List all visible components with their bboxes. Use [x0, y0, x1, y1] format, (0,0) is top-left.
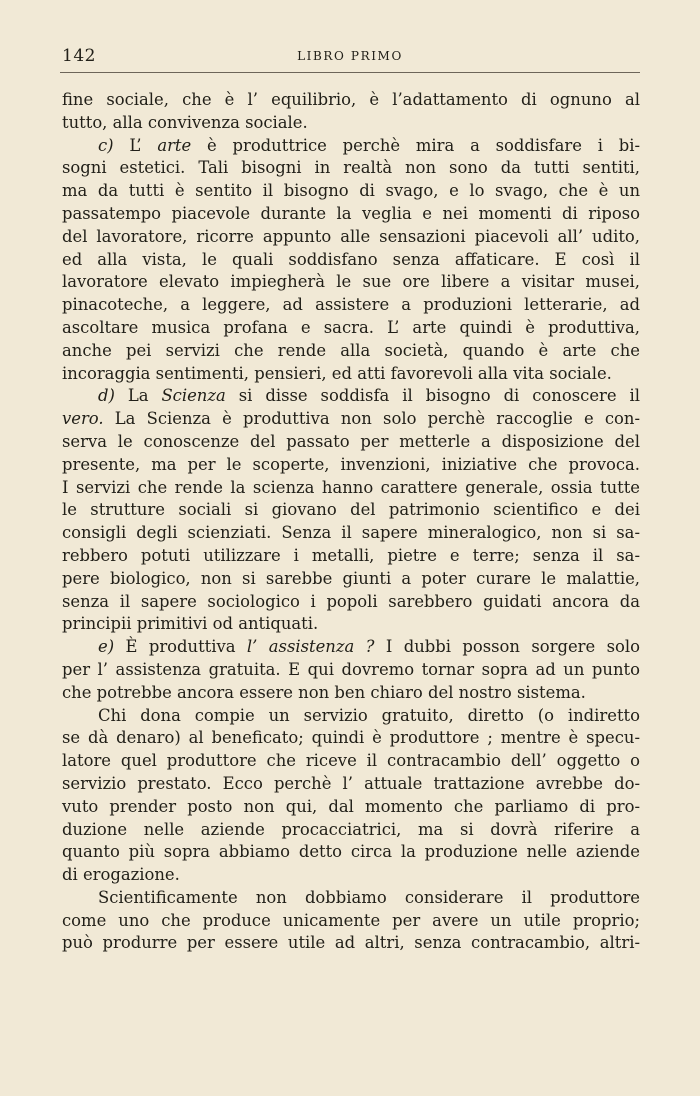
- text-line: [62, 431, 640, 454]
- text-segment: se dà denaro) al beneficato; quindi è produttore ; mentre è specu-: [62, 728, 640, 748]
- text-line: [62, 271, 640, 294]
- text-segment: La: [127, 386, 162, 406]
- text-segment: Chi dona compie un servizio gratuito, diretto (o indiretto: [98, 705, 640, 725]
- italic-text: l’ assistenza ?: [246, 637, 375, 657]
- italic-text: Scienza: [161, 386, 226, 406]
- text-line: [62, 568, 640, 591]
- text-segment: serva le conoscenze del passato per metterle a disposizione del: [62, 431, 640, 451]
- text-line: [62, 727, 640, 750]
- text-line: [62, 363, 640, 386]
- italic-text: d): [98, 386, 128, 406]
- text-segment: fine sociale, che è l’ equilibrio, è l’adattamento di ognuno al: [62, 90, 640, 109]
- text-segment: I dubbi posson sorgere solo: [374, 637, 640, 657]
- text-line: [62, 157, 640, 180]
- page-header: [62, 46, 638, 66]
- text-line: [62, 522, 640, 545]
- text-segment: presente, ma per le scoperte, invenzioni, iniziative che provoca.: [62, 454, 640, 474]
- text-line: [62, 499, 640, 522]
- text-line: [62, 112, 640, 135]
- text-line: [62, 841, 640, 864]
- text-segment: anche pei servizi che rende alla società, quando è arte che: [62, 340, 640, 360]
- text-segment: sogni estetici. Tali bisogni in realtà non sono da tutti sentiti,: [62, 158, 640, 178]
- text-segment: L’: [129, 135, 158, 155]
- text-segment: passatempo piacevole durante la veglia e nei momenti di riposo: [62, 203, 640, 223]
- text-line: [62, 135, 640, 158]
- text-segment: come uno che produce unicamente per avere un utile proprio;: [62, 910, 640, 930]
- text-segment: Scientificamente non dobbiamo considerare il produttore: [98, 887, 640, 907]
- text-segment: le strutture sociali si giovano del patrimonio scientifico e dei: [62, 500, 640, 520]
- text-segment: può produrre per essere utile ad altri, senza contracambio, altri-: [62, 933, 640, 953]
- text-segment: che potrebbe ancora essere non ben chiaro del nostro sistema.: [62, 682, 586, 702]
- text-segment: pere biologico, non si sarebbe giunti a poter curare le malattie,: [62, 568, 640, 588]
- text-line: [62, 773, 640, 796]
- text-line: [62, 317, 640, 340]
- text-line: [62, 454, 640, 477]
- text-line: [62, 180, 640, 203]
- text-segment: rebbero potuti utilizzare i metalli, pietre e terre; senza il sa-: [62, 545, 640, 565]
- text-segment: del lavoratore, ricorre appunto alle sensazioni piacevoli all’ udito,: [62, 226, 640, 246]
- body-text: [62, 89, 640, 955]
- running-title: LIBRO PRIMO: [297, 49, 403, 63]
- text-line: [62, 226, 640, 249]
- text-segment: si disse soddisfa il bisogno di conoscere il: [225, 386, 640, 406]
- text-segment: I servizi che rende la scienza hanno carattere generale, ossia tutte: [62, 477, 640, 497]
- italic-text: c): [98, 135, 130, 155]
- text-line: [62, 636, 640, 659]
- text-line: [62, 659, 640, 682]
- text-segment: lavoratore elevato impiegherà le sue ore libere a visitar musei,: [62, 272, 640, 292]
- text-line: [62, 294, 640, 317]
- text-line: [62, 796, 640, 819]
- text-segment: latore quel produttore che riceve il contracambio dell’ oggetto o: [62, 751, 640, 771]
- text-line: [62, 864, 640, 887]
- text-segment: senza il sapere sociologico i popoli sarebbero guidati ancora da: [62, 591, 640, 611]
- header-rule: [60, 72, 640, 73]
- text-segment: quanto più sopra abbiamo detto circa la produzione nelle aziende: [62, 842, 640, 862]
- text-line: [62, 819, 640, 842]
- text-segment: pinacoteche, a leggere, ad assistere a produzioni letterarie, ad: [62, 295, 640, 315]
- text-line: [62, 89, 640, 112]
- text-line: [62, 910, 640, 933]
- text-line: [62, 613, 640, 636]
- text-line: [62, 340, 640, 363]
- text-segment: consigli degli scienziati. Senza il sapere mineralogico, non si sa-: [62, 523, 640, 543]
- italic-text: e): [98, 637, 126, 657]
- text-segment: vuto prender posto non qui, dal momento che parliamo di pro-: [62, 796, 640, 816]
- text-segment: tutto, alla convivenza sociale.: [62, 112, 308, 132]
- text-line: [62, 203, 640, 226]
- text-segment: incoraggia sentimenti, pensieri, ed atti favorevoli alla vita sociale.: [62, 363, 612, 383]
- text-segment: ma da tutti è sentito il bisogno di svago, e lo svago, che è un: [62, 181, 640, 201]
- page-number: 142: [62, 46, 96, 66]
- text-segment: principii primitivi od antiquati.: [62, 614, 319, 634]
- text-segment: È produttiva: [125, 637, 247, 657]
- text-line: [62, 750, 640, 773]
- text-line: [62, 545, 640, 568]
- text-line: [62, 385, 640, 408]
- text-segment: di erogazione.: [62, 865, 180, 885]
- text-line: [62, 477, 640, 500]
- text-line: [62, 705, 640, 728]
- text-line: [62, 682, 640, 705]
- text-line: [62, 249, 640, 272]
- text-line: [62, 591, 640, 614]
- text-segment: servizio prestato. Ecco perchè l’ attuale trattazione avrebbe do-: [62, 773, 640, 793]
- text-segment: per l’ assistenza gratuita. E qui dovremo tornar sopra ad un punto: [62, 659, 640, 679]
- text-segment: La Scienza è produttiva non solo perchè raccoglie e con-: [103, 409, 640, 429]
- text-line: [62, 887, 640, 910]
- italic-text: vero.: [62, 409, 104, 429]
- text-segment: ascoltare musica profana e sacra. L’ arte quindi è produttiva,: [62, 317, 640, 337]
- italic-text: arte: [157, 135, 192, 155]
- text-segment: duzione nelle aziende procacciatrici, ma si dovrà riferire a: [62, 819, 640, 839]
- text-segment: è produttrice perchè mira a soddisfare i bi-: [191, 135, 640, 155]
- text-segment: ed alla vista, le quali soddisfano senza affaticare. E così il: [62, 249, 640, 269]
- text-line: [62, 932, 640, 955]
- text-line: [62, 408, 640, 431]
